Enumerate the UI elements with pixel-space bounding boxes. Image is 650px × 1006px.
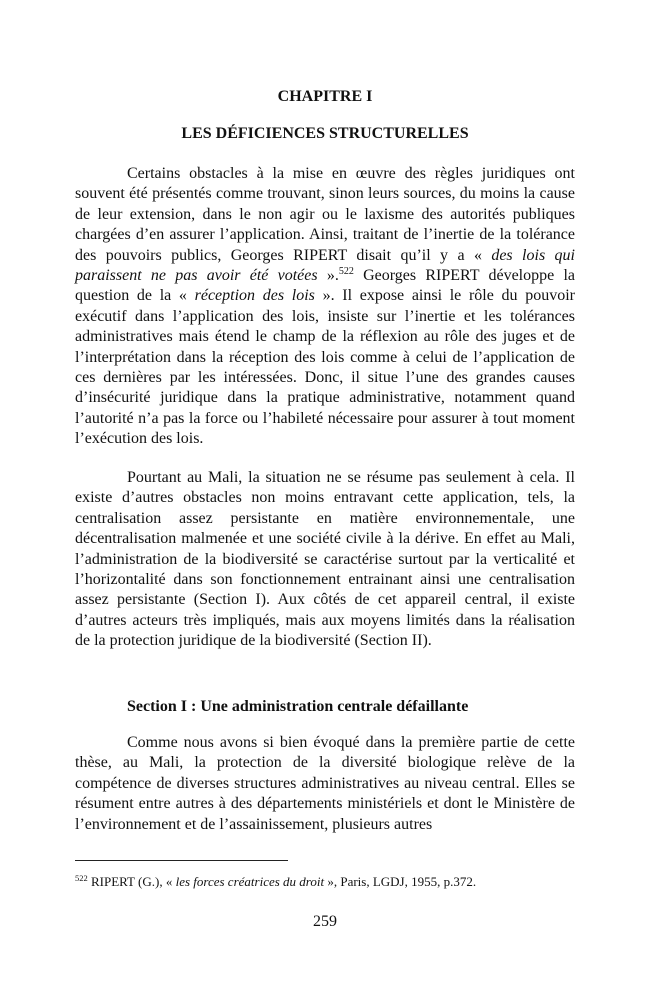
paragraph-1 [75,164,575,450]
paragraph-1-text-a: Certains obstacles à la mise en œuvre des règles juridiques ont souvent été présentés comme trouvant, sinon leurs sources, du moins la cause de leur extension, dans le non agir ou le laxisme des autorités publiques chargées d’en assurer l’application. Ainsi, traitant de l’inertie de la tolérance des pouvoirs publics, Georges RIPERT disait qu’il y a « [75,165,575,264]
paragraph-1-text-b: ». [317,267,339,285]
footnote-title: les forces créatrices du droit [175,874,325,889]
paragraph-1-text-c: Georges RIPERT développe la question de la « [75,267,576,305]
paragraph-1-quote-2: réception des lois [194,287,315,305]
footnote-reference[interactable]: 522 [338,266,354,278]
chapter-title: LES DÉFICIENCES STRUCTURELLES [181,125,469,142]
footnote-divider [75,860,288,861]
section-heading: Section I : Une administration centrale défaillante [127,698,469,715]
paragraph-1-quote: des lois qui paraissent ne pas avoir été votées [75,246,575,285]
footnote-rest: », Paris, LGDJ, 1955, p.372. [324,874,477,889]
paragraph-2: Pourtant au Mali, la situation ne se résume pas seulement à cela. Il existe d’autres obstacles non moins entravant cette application, tels, la centralisation assez persistante en matière environnementale, une décentralisation malmenée et une société civile à la dérive. En effet au Mali, l’administration de la biodiversité se caractérise surtout par la verticalité et l’horizontalité dans son fonctionnement entrainant ainsi une centralisation assez persistante (Section I). Aux côtés de cet appareil central, il existe d’autres acteurs très impliqués, mais aux moyens limités dans la réalisation de la protection juridique de la biodiversité (Section II). [75,469,575,650]
document-page [75,0,575,1006]
paragraph-1-text-d: ». Il expose ainsi le rôle du pouvoir exécutif dans l’application des lois, insiste sur l’inertie et les tolérances administratives mais étend le champ de la réflexion au rôle des juges et de l’interprétation dans la réception des lois comme à celui de l’application de ces dernières par les intéressées. Donc, il situe l’une des grandes causes d’insécurité juridique dans la pratique administrative, notamment quand l’autorité n’a pas la force ou l’habileté nécessaire pour assurer à tout moment l’exécution des lois. [75,287,575,448]
paragraph-3: Comme nous avons si bien évoqué dans la première partie de cette thèse, au Mali, la protection de la diversité biologique relève de la compétence de diverses structures administratives au niveau central. Elles se résument entre autres à des départements ministériels et dont le Ministère de l’environnement et de l’assainissement, plusieurs autres [75,734,575,833]
chapter-label: CHAPITRE I [277,88,373,105]
footnote-author: RIPERT (G.), « [87,874,176,889]
footnote [75,874,575,890]
footnote-number: 522 [75,873,88,883]
page-number: 259 [313,913,337,930]
